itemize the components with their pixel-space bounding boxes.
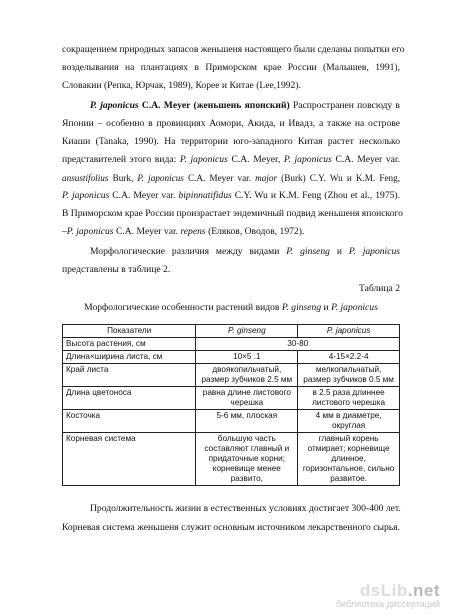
table-row (63, 364, 400, 387)
species-name: P. japonicus (283, 154, 332, 165)
table-label: Таблица 2 (358, 283, 400, 294)
species-name: P. ginseng (286, 246, 330, 257)
table-row (63, 410, 400, 433)
table-row (63, 338, 400, 351)
variety-name: ansustifolius (62, 173, 109, 183)
table-header-cell: P. japonicus (298, 325, 400, 338)
species-name: P. japonicus (179, 154, 228, 165)
variety-name: major (255, 173, 278, 183)
text-fragment: – (62, 226, 67, 237)
morphology-table (62, 324, 400, 486)
table-cell: 10×5 .1 (196, 351, 298, 364)
text-fragment: C.Y. Wu и K.M. Feng (Zhou et al., 1975). (234, 190, 401, 201)
text-line: представлены в таблице 2. (62, 264, 171, 275)
variety-name: bipinnatifidus (178, 190, 232, 201)
table-header-cell: P. ginseng (196, 325, 298, 338)
text-fragment: C.A. Meyer, (231, 154, 281, 165)
species-name: P. japonicus (137, 173, 184, 183)
species-name: P. ginseng (281, 302, 322, 313)
text-line: Киаши (Tanaka, 1990). На территории юго-западного Китая растет несколько (62, 136, 400, 147)
table-row-label: Косточка (63, 410, 196, 433)
text-fragment: представителей этого вида: (62, 154, 177, 165)
watermark-subtitle: библиотека диссертаций (335, 599, 440, 609)
text-line: Словакии (Репка, Юрчак, 1989), Корее и Китае (Lee,1992). (62, 80, 301, 91)
table-header-row (63, 325, 400, 338)
text-fragment: C.A. Meyer var. (115, 226, 179, 237)
text-fragment: Burk, (112, 173, 134, 183)
text-line (62, 226, 400, 238)
species-name: P. japonicus (66, 226, 114, 237)
species-name: P. japonicus (348, 246, 401, 257)
text-fragment: (Burk) C.Y. Wu и K.M. Feng, (281, 173, 401, 183)
text-fragment: (Еляков, Оводов, 1972). (208, 226, 305, 237)
text-fragment: Морфологические особенности растений видов (84, 302, 280, 313)
species-name: P. japonicus (331, 302, 378, 313)
table-cell: мелкопильчатый, размер зубчиков 0.5 мм (298, 364, 400, 387)
table-cell: равна длине листового черешка (196, 387, 298, 410)
text-line: возделывания на плантациях в Приморском крае России (Малышев, 1991), (62, 62, 400, 73)
text-fragment: C.A. Meyer var. (335, 154, 400, 165)
watermark-logo (336, 581, 440, 601)
table-row-label: Корневая система (63, 433, 196, 486)
table-cell: в 2.5 раза длиннее листового черешка (298, 387, 400, 410)
text-line (62, 172, 400, 184)
text-fragment: и (323, 302, 329, 313)
text-line (62, 154, 400, 166)
text-line: Японии – особенно в провинциях Аомори, Акида, и Ивадз, а также на острове (62, 118, 400, 129)
text-line (90, 246, 400, 258)
table-row-label: Длина цветоноса (63, 387, 196, 410)
text-line: В Приморском крае России произрастает эндемичный подвид женьшеня японского (62, 208, 403, 219)
species-name: P. japonicus (90, 100, 139, 111)
text-fragment: C.A. Meyer var. (187, 173, 252, 183)
text-line: Корневая система женьшеня служит основным источником лекарственного сырья. (62, 522, 400, 533)
species-name: P. japonicus (62, 190, 110, 201)
text-fragment: C.A. Meyer var. (112, 190, 176, 201)
text-fragment: Морфологические различия между видами (90, 246, 280, 257)
variety-name: repens (180, 226, 206, 237)
table-cell: 5-6 мм, плоская (196, 410, 298, 433)
dslib-watermark (336, 581, 440, 609)
table-cell: 4 мм в диаметре, округлая (298, 410, 400, 433)
text-fragment: и (336, 246, 342, 257)
table-row (63, 433, 400, 486)
table-row-label: Край листа (63, 364, 196, 387)
table-cell: 4-15×2.2-4 (298, 351, 400, 364)
watermark-logo-main: dsLib (359, 581, 408, 600)
table-cell: двоякопильчатый, размер зубчиков 2.5 мм (196, 364, 298, 387)
table-row-label: Высота растения, см (63, 338, 196, 351)
table-row-label: Длина×ширина листа, см (63, 351, 196, 364)
table-cell: главный корень отмирает; корневище длинное, горизонтальное, сильно развитое. (298, 433, 400, 486)
table-cell: 30-80 (196, 338, 400, 351)
species-author: C.A. Meyer (женьшень японский) (141, 100, 290, 111)
table-row (63, 351, 400, 364)
text-line: сокращением природных запасов женьшеня настоящего были сделаны попытки его (62, 44, 405, 55)
text-fragment: Распространен повсюду в (292, 100, 400, 111)
table-row (63, 387, 400, 410)
table-cell: большую часть составляют главный и придаточные корни; корневище менее развито, (196, 433, 298, 486)
text-line (90, 100, 400, 112)
table-header-cell: Показатели (63, 325, 196, 338)
text-line: Продолжительность жизни в естественных условиях достигает 300-400 лет. (90, 503, 401, 514)
text-line (62, 190, 400, 202)
table-caption (62, 302, 400, 314)
watermark-logo-accent: .net (407, 581, 440, 600)
